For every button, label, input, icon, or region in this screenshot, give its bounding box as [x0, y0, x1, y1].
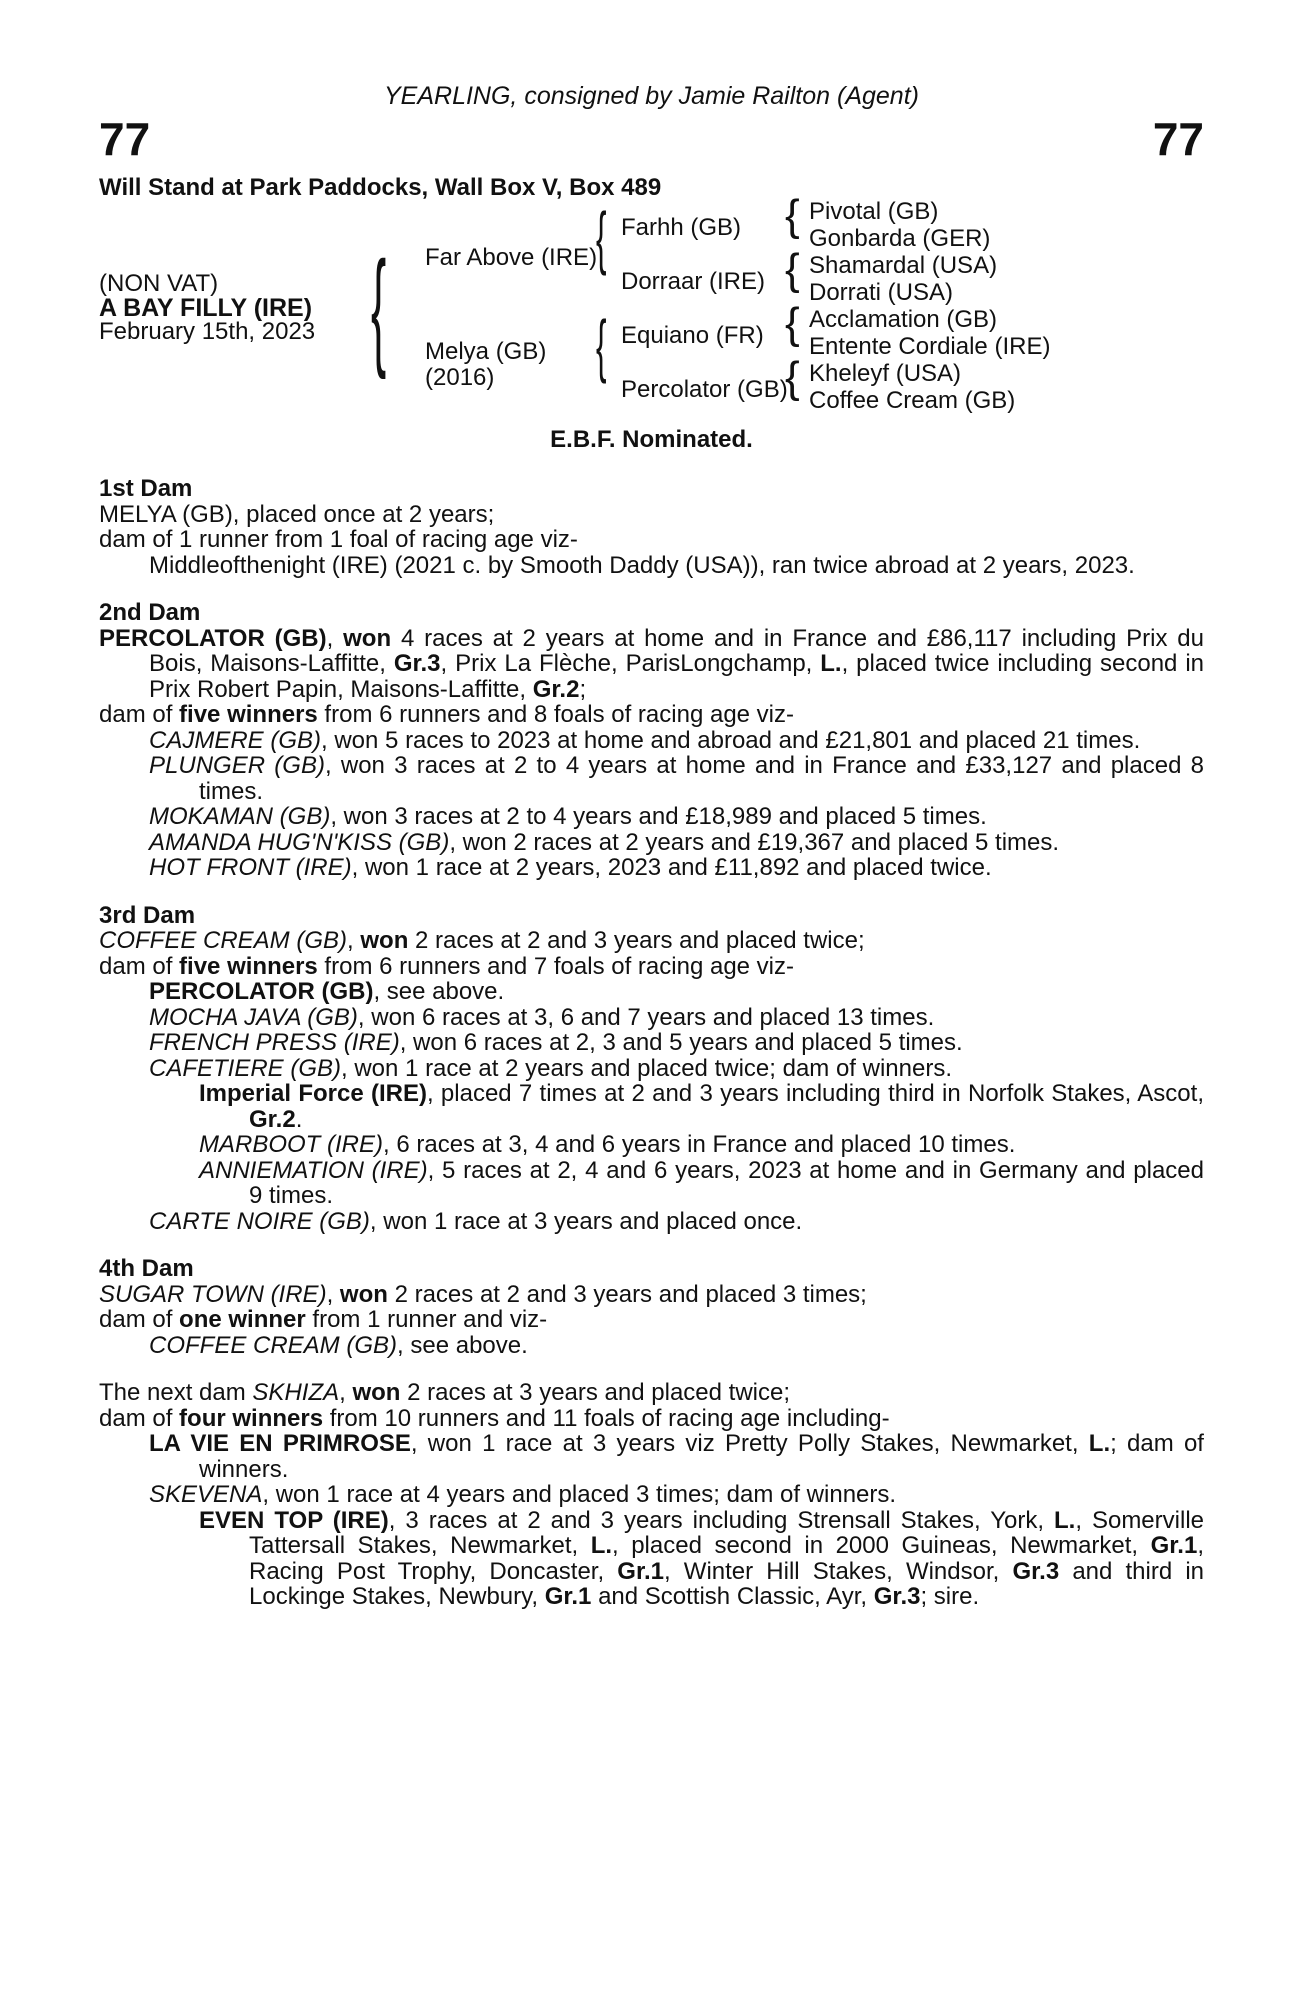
record-text: and Scottish Classic, Ayr,: [591, 1583, 874, 1610]
record-text: , won 1 race at 3 years viz Pretty Polly Stakes, Newmarket,: [410, 1430, 1089, 1457]
record-text: , Somerville Tattersall Stakes, Newmarket,: [249, 1506, 1204, 1559]
record-text: ; sire.: [920, 1583, 980, 1610]
record-text: .: [295, 1105, 303, 1133]
dam-produce: dam of 1 runner from 1 foal of racing age viz-: [99, 526, 578, 553]
produce-text: dam of: [99, 1404, 180, 1432]
fourth-dam-section: [99, 1256, 1204, 1358]
horse-name: MARBOOT (IRE): [199, 1131, 383, 1158]
record-text: , Racing Post Trophy, Doncaster,: [249, 1532, 1204, 1585]
ggd-2: Dorrati (USA): [809, 279, 954, 306]
section-heading: 2nd Dam: [99, 599, 201, 626]
grade: Gr.2: [532, 675, 580, 703]
brace-dam: {: [596, 306, 607, 384]
produce-entry: [99, 728, 1204, 754]
ggs-1: Pivotal (GB): [809, 198, 939, 225]
record-text: 2 races at 3 years and placed twice;: [400, 1379, 790, 1406]
lot-number-right: 77: [1152, 113, 1204, 165]
produce-entry: [99, 1005, 1204, 1031]
produce-text: dam of: [99, 701, 180, 728]
horse-name: Imperial Force (IRE): [199, 1080, 427, 1107]
dam-produce: [99, 1307, 1204, 1333]
section-heading: 4th Dam: [99, 1255, 194, 1282]
third-dam-section: [99, 903, 1204, 1235]
produce-entry: [99, 855, 1204, 881]
dam-produce: [99, 1406, 1204, 1432]
produce-entry: [99, 1482, 1204, 1508]
produce-entry: [99, 753, 1204, 804]
horse-name: PERCOLATOR (GB): [149, 978, 374, 1005]
listed: L.: [590, 1532, 613, 1559]
grade: Gr.1: [544, 1583, 592, 1610]
brace-g3: {: [785, 299, 800, 348]
ggs-3: Acclamation (GB): [809, 306, 998, 333]
lot-number-left: 77: [99, 113, 151, 165]
dam-record: COFFEE CREAM (GB), won 2 races at 2 and 3 years and placed twice;: [99, 927, 865, 954]
intro-text: The next dam: [99, 1379, 253, 1406]
grade: Gr.3: [393, 650, 441, 677]
pedigree-table: [99, 191, 1204, 422]
lot-name: A BAY FILLY (IRE): [99, 294, 313, 322]
ggd-3: Entente Cordiale (IRE): [809, 333, 1051, 360]
horse-name: PERCOLATOR (GB): [99, 624, 327, 652]
produce-entry: [99, 1056, 1204, 1082]
dam-record: MELYA (GB), placed once at 2 years;: [99, 500, 495, 528]
section-heading: 1st Dam: [99, 475, 193, 502]
record-text: , won 1 race at 4 years and placed 3 times; dam of winners.: [262, 1481, 897, 1508]
horse-name: LA VIE EN PRIMROSE: [149, 1430, 411, 1457]
sire-name: Far Above (IRE): [425, 244, 598, 271]
horse-name: AMANDA HUG'N'KISS (GB): [149, 828, 450, 856]
produce-entry: [99, 1431, 1204, 1482]
produce-text: dam of: [99, 952, 180, 980]
horse-name: CAJMERE (GB): [149, 726, 322, 754]
grade: Gr.1: [617, 1557, 664, 1585]
horse-name: CAFETIERE (GB): [149, 1054, 342, 1082]
record-text: , placed twice including second in Prix Robert Papin, Maisons-Laffitte,: [149, 650, 1204, 703]
ggd-4: Coffee Cream (GB): [809, 387, 1016, 414]
grade: Gr.3: [873, 1583, 921, 1610]
record-text: , 5 races at 2, 4 and 6 years, 2023 at home and in Germany and placed 9 times.: [249, 1156, 1205, 1209]
won-label: won: [339, 1280, 388, 1308]
brace-g2: {: [785, 245, 800, 294]
sire-sire: Farhh (GB): [621, 214, 742, 241]
record-text: , 3 races at 2 and 3 years including Strensall Stakes, York,: [388, 1506, 1054, 1534]
produce-entry: [99, 1508, 1204, 1610]
record-text: , won 1 race at 2 years, 2023 and £11,892 and placed twice.: [351, 854, 992, 881]
dam-record: [99, 1380, 1204, 1406]
grade: Gr.1: [1150, 1532, 1198, 1559]
grade: Gr.3: [1012, 1557, 1060, 1585]
dam-name: Melya (GB): [425, 338, 547, 365]
record-text: , won 5 races to 2023 at home and abroad and £21,801 and placed 21 times.: [321, 726, 1141, 754]
winners-count: one winner: [179, 1306, 306, 1333]
dam-year: (2016): [425, 364, 495, 391]
horse-name: SKHIZA: [252, 1379, 340, 1406]
horse-name: PLUNGER (GB): [149, 752, 325, 779]
horse-name: MOCHA JAVA (GB): [149, 1003, 358, 1031]
sire-dam: Dorraar (IRE): [621, 268, 766, 295]
separator: ,: [339, 1379, 353, 1406]
won-label: won: [360, 927, 409, 954]
horse-name: COFFEE CREAM (GB): [99, 927, 348, 954]
record-text: , won 1 race at 3 years and placed once.: [369, 1207, 803, 1235]
section-heading: 3rd Dam: [99, 901, 196, 929]
produce-text: dam of: [99, 1306, 180, 1333]
produce-text: from 6 runners and 8 foals of racing age viz-: [317, 701, 795, 728]
winners-count: five winners: [179, 701, 318, 728]
won-label: won: [352, 1379, 401, 1406]
second-dam-section: [99, 600, 1204, 881]
grade: Gr.2: [249, 1105, 296, 1133]
dam-record: SUGAR TOWN (IRE), won 2 races at 2 and 3 years and placed 3 times;: [99, 1280, 867, 1308]
horse-name: ANNIEMATION (IRE): [199, 1156, 428, 1184]
ggs-4: Kheleyf (USA): [809, 360, 962, 387]
dam-produce: [99, 954, 1204, 980]
brace-g4: {: [785, 353, 800, 402]
consignment-line: YEARLING, consigned by Jamie Railton (Agent): [384, 82, 919, 110]
dam-dam: Percolator (GB): [621, 376, 788, 403]
horse-name: HOT FRONT (IRE): [149, 854, 352, 881]
dam-record: PERCOLATOR (GB), won 4 races at 2 years at home and in France and £86,117 including Prix du Bois, Maisons-Laffitte, Gr.3, Prix La Flèche, ParisLongchamp, L., placed twice including second in Prix Robert Papin, Maisons-Laffitte, Gr.2;: [99, 624, 1204, 703]
produce-entry: Middleofthenight (IRE) (2021 c. by Smooth Daddy (USA)), ran twice abroad at 2 years, 2023.: [149, 551, 1135, 579]
produce-text: from 1 runner and viz-: [305, 1306, 548, 1333]
record-text: 2 races at 2 and 3 years and placed 3 times;: [387, 1280, 867, 1308]
vat-status: (NON VAT): [99, 270, 219, 297]
record-text: , won 2 races at 2 years and £19,367 and placed 5 times.: [449, 828, 1060, 856]
produce-entry: [99, 1081, 1204, 1132]
record-text: , Winter Hill Stakes, Windsor,: [664, 1557, 1013, 1585]
next-dam-section: [99, 1380, 1204, 1610]
produce-entry: [99, 1132, 1204, 1158]
listed: L.: [1054, 1506, 1076, 1534]
foaling-date: February 15th, 2023: [99, 318, 316, 345]
horse-name: FRENCH PRESS (IRE): [149, 1029, 400, 1056]
first-dam-section: [99, 476, 1204, 578]
horse-name: EVEN TOP (IRE): [199, 1506, 389, 1534]
record-text: 4 races at 2 years at home and in France and £86,117 including Prix du Bois, Maisons-Laffitte,: [149, 624, 1204, 677]
winners-count: four winners: [179, 1404, 324, 1432]
won-label: won: [343, 624, 392, 652]
record-text: , won 1 race at 2 years and placed twice; dam of winners.: [341, 1054, 952, 1082]
listed: L.: [820, 650, 842, 677]
brace-sire: {: [596, 198, 607, 276]
winners-count: five winners: [179, 952, 318, 980]
produce-entry: [99, 804, 1204, 830]
brace-g1: {: [785, 191, 800, 240]
record-text: , placed 7 times at 2 and 3 years including third in Norfolk Stakes, Ascot,: [426, 1080, 1204, 1107]
produce-entry: [99, 1030, 1204, 1056]
horse-name: SKEVENA: [149, 1481, 263, 1508]
ggs-2: Shamardal (USA): [809, 252, 998, 279]
record-text: , 6 races at 3, 4 and 6 years in France and placed 10 times.: [383, 1131, 1016, 1158]
horse-name: MOKAMAN (GB): [149, 803, 331, 830]
record-text: 2 races at 2 and 3 years and placed twice;: [408, 927, 865, 954]
record-text: and third in Lockinge Stakes, Newbury,: [249, 1557, 1205, 1610]
record-text: , won 3 races at 2 to 4 years and £18,989 and placed 5 times.: [330, 803, 987, 830]
record-text: ;: [579, 675, 587, 703]
record-text: , see above.: [397, 1331, 528, 1359]
horse-name: SUGAR TOWN (IRE): [99, 1280, 327, 1308]
ebf-nominated: E.B.F. Nominated.: [550, 426, 753, 453]
produce-entry: [99, 1333, 1204, 1359]
stand-location: Will Stand at Park Paddocks, Wall Box V, Box 489: [99, 174, 662, 201]
listed: L.: [1088, 1430, 1111, 1457]
brace-main: {: [371, 234, 387, 380]
horse-name: CARTE NOIRE (GB): [149, 1207, 370, 1235]
produce-text: from 6 runners and 7 foals of racing age viz-: [317, 952, 795, 980]
record-text: , won 6 races at 3, 6 and 7 years and placed 13 times.: [357, 1003, 935, 1031]
page-header: [99, 82, 1204, 165]
ggd-1: Gonbarda (GER): [809, 225, 991, 252]
record-text: ; dam of winners.: [199, 1430, 1204, 1483]
produce-entry: [99, 1158, 1204, 1209]
record-text: , won 3 races at 2 to 4 years at home and in France and £33,127 and placed 8 times.: [199, 752, 1205, 805]
record-text: , placed second in 2000 Guineas, Newmarket,: [612, 1532, 1151, 1559]
produce-entry: [99, 1209, 1204, 1235]
record-text: , Prix La Flèche, ParisLongchamp,: [440, 650, 821, 677]
dam-produce: [99, 702, 1204, 728]
produce-text: from 10 runners and 11 foals of racing age including-: [323, 1404, 890, 1432]
record-text: , won 6 races at 2, 3 and 5 years and placed 5 times.: [399, 1029, 963, 1056]
record-text: , see above.: [373, 978, 505, 1005]
catalogue-page: [99, 82, 1204, 1632]
dam-sire: Equiano (FR): [621, 322, 764, 349]
produce-entry: [99, 979, 1204, 1005]
horse-name: COFFEE CREAM (GB): [149, 1331, 398, 1359]
produce-entry: [99, 830, 1204, 856]
